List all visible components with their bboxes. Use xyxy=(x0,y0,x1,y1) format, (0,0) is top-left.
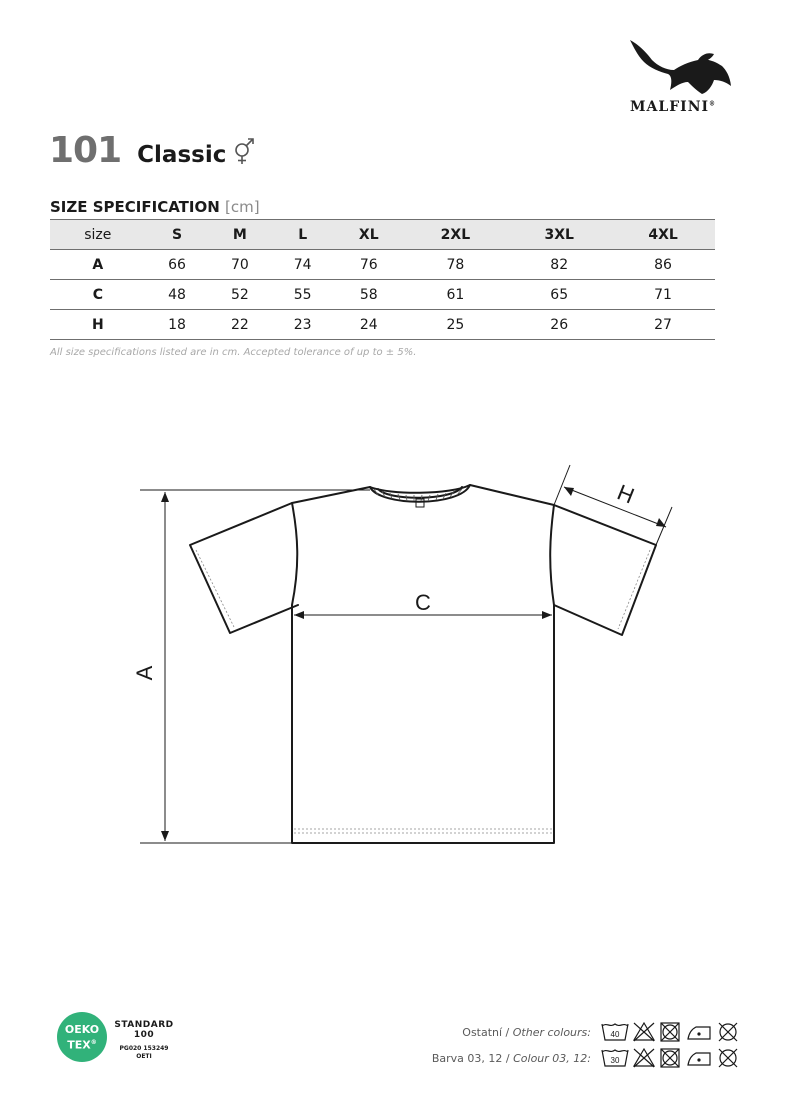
svg-text:30: 30 xyxy=(610,1056,620,1065)
oeko-badge-reg: ® xyxy=(90,1039,97,1046)
table-cell: 48 xyxy=(146,280,209,310)
oeko-standard-label: STANDARD xyxy=(114,1020,174,1030)
table-cell: 52 xyxy=(208,280,271,310)
table-cell: 78 xyxy=(404,250,508,280)
eagle-logo-icon xyxy=(618,36,738,102)
tshirt-icon xyxy=(130,455,690,855)
row-label-a: A xyxy=(50,250,146,280)
table-row xyxy=(50,310,715,340)
table-cell: 66 xyxy=(146,250,209,280)
diagram-label-c: C xyxy=(415,590,431,615)
size-table xyxy=(50,219,715,340)
table-cell: 55 xyxy=(271,280,334,310)
oeko-badge-line1: OEKO xyxy=(64,1023,100,1036)
wash-tub-icon xyxy=(602,1024,628,1040)
brand-name: MALFINI® xyxy=(630,99,716,115)
tolerance-note: All size specifications listed are in cm. Accepted tolerance of up to ± 5%. xyxy=(50,347,417,358)
care-icons-row-1 xyxy=(600,1020,745,1042)
product-title xyxy=(49,130,226,174)
no-bleach-icon xyxy=(634,1049,654,1067)
size-header-row xyxy=(50,220,715,250)
brand-registered-mark: ® xyxy=(709,100,716,108)
no-dry-clean-icon xyxy=(719,1049,737,1067)
no-dry-clean-icon xyxy=(719,1023,737,1041)
row-label-c: C xyxy=(50,280,146,310)
no-bleach-icon xyxy=(634,1023,654,1041)
diagram-label-h: H xyxy=(613,479,638,509)
table-row xyxy=(50,280,715,310)
care-icons-row-2 xyxy=(600,1046,745,1068)
size-spec-unit: [cm] xyxy=(225,198,260,216)
table-cell: 65 xyxy=(507,280,611,310)
oeko-standard-number: 100 xyxy=(133,1030,155,1040)
table-cell: 26 xyxy=(507,310,611,340)
care-label-colour-03-12: Barva 03, 12 / Colour 03, 12: xyxy=(431,1052,591,1065)
table-row xyxy=(50,250,715,280)
table-cell: 27 xyxy=(611,310,715,340)
oeko-tex-info xyxy=(111,1020,177,1061)
table-cell: 22 xyxy=(208,310,271,340)
wash-tub-icon xyxy=(602,1050,628,1066)
row-label-h: H xyxy=(50,310,146,340)
svg-text:40: 40 xyxy=(610,1030,620,1039)
size-col-header: XL xyxy=(334,220,403,250)
size-col-header: S xyxy=(146,220,209,250)
size-col-header: 2XL xyxy=(404,220,508,250)
table-cell: 18 xyxy=(146,310,209,340)
table-cell: 74 xyxy=(271,250,334,280)
size-spec-heading: SIZE SPECIFICATION [cm] xyxy=(50,198,260,216)
table-cell: 25 xyxy=(404,310,508,340)
care-label-other-colours: Ostatní / Other colours: xyxy=(462,1026,591,1039)
table-cell: 61 xyxy=(404,280,508,310)
table-cell: 58 xyxy=(334,280,403,310)
diagram-label-a: A xyxy=(132,665,157,681)
size-col-header: M xyxy=(208,220,271,250)
iron-low-icon xyxy=(688,1053,710,1065)
table-cell: 76 xyxy=(334,250,403,280)
oeko-institute: OETI xyxy=(136,1053,152,1060)
no-tumble-dry-icon xyxy=(661,1049,679,1067)
table-cell: 23 xyxy=(271,310,334,340)
unisex-gender-icon xyxy=(232,136,258,166)
product-number: 101 xyxy=(49,130,122,171)
oeko-tex-badge xyxy=(57,1012,107,1062)
table-cell: 82 xyxy=(507,250,611,280)
table-cell: 24 xyxy=(334,310,403,340)
size-col-header: 4XL xyxy=(611,220,715,250)
no-tumble-dry-icon xyxy=(661,1023,679,1041)
size-col-header: L xyxy=(271,220,334,250)
tshirt-measurement-diagram xyxy=(130,455,690,855)
table-cell: 71 xyxy=(611,280,715,310)
size-header-label: size xyxy=(50,220,146,250)
size-col-header: 3XL xyxy=(507,220,611,250)
oeko-certificate-code: PG020 153249 xyxy=(119,1045,169,1052)
oeko-badge-line2: TEX® xyxy=(67,1038,97,1052)
table-cell: 70 xyxy=(208,250,271,280)
iron-low-icon xyxy=(688,1027,710,1039)
product-name: Classic xyxy=(137,142,227,168)
table-cell: 86 xyxy=(611,250,715,280)
